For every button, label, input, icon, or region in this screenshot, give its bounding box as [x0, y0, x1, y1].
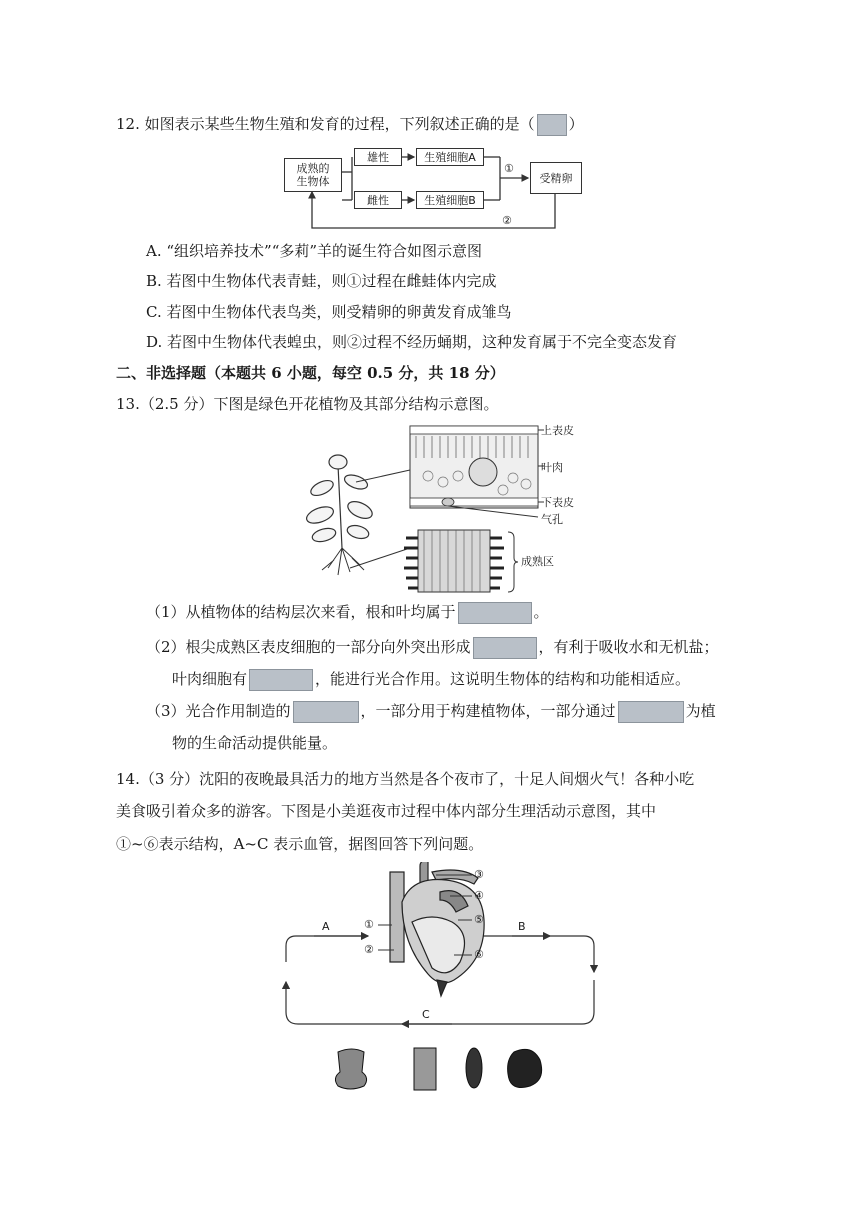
- gamete-a-box: 生殖细胞A: [416, 148, 484, 166]
- plant-figure: [298, 420, 588, 595]
- q13-blank-3[interactable]: [249, 669, 313, 691]
- q12-option-a[interactable]: A. “组织培养技术”“多莉”羊的诞生符合如图示意图: [146, 242, 483, 260]
- q14-line-3: ①~⑥表示结构，A~C 表示血管，据图回答下列问题。: [116, 835, 484, 853]
- root-icon: [322, 548, 364, 575]
- root-hair-zone-icon: [404, 530, 518, 592]
- q12-answer-blank[interactable]: [537, 114, 567, 136]
- kidney-icon: [508, 1049, 542, 1087]
- organism-box: 成熟的 生物体: [284, 158, 342, 192]
- vessel-label-a: A: [322, 920, 330, 933]
- q13-part-2-cont: 叶肉细胞有 ，能进行光合作用。这说明生物体的结构和功能相适应。: [172, 668, 690, 691]
- q12-number: 12.: [116, 115, 140, 133]
- circulation-diagram: [282, 862, 602, 1102]
- q13-blank-2[interactable]: [473, 637, 537, 659]
- organ-icons: [335, 1048, 541, 1090]
- q13-part-3-cont: 物的生命活动提供能量。: [172, 734, 338, 752]
- q12-stem: 12. 如图表示某些生物生殖和发育的过程，下列叙述正确的是（ ）: [116, 113, 584, 136]
- q13-part-2: （2）根尖成熟区表皮细胞的一部分向外突出形成 ，有利于吸收水和无机盐；: [146, 636, 719, 659]
- q12-option-c[interactable]: C. 若图中生物体代表鸟类，则受精卵的卵黄发育成雏鸟: [146, 303, 512, 321]
- q13-part-1: （1）从植物体的结构层次来看，根和叶均属于 。: [146, 601, 549, 624]
- gamete-b-box: 生殖细胞B: [416, 191, 484, 209]
- intestine-icon: [414, 1048, 436, 1090]
- upper-epidermis-label: 上表皮: [541, 424, 574, 437]
- maturation-zone-label: 成熟区: [521, 555, 554, 568]
- q13-part-3: （3）光合作用制造的 ，一部分用于构建植物体，一部分通过 为植: [146, 700, 716, 723]
- circulation-figure: [282, 862, 602, 1102]
- plant-icon: [304, 455, 374, 548]
- stoma-label: 气孔: [541, 513, 563, 526]
- zygote-box: 受精卵: [530, 162, 582, 194]
- female-box: 雌性: [354, 191, 402, 209]
- heart-icon: [390, 862, 484, 996]
- q13-blank-1[interactable]: [458, 602, 532, 624]
- q14-line-2: 美食吸引着众多的游客。下图是小美逛夜市过程中体内部分生理活动示意图，其中: [116, 802, 657, 820]
- heart-label-6: ⑥: [474, 948, 484, 961]
- q13-blank-4[interactable]: [293, 701, 359, 723]
- heart-label-3: ③: [474, 868, 484, 881]
- heart-label-2: ②: [364, 943, 374, 956]
- heart-label-4: ④: [474, 889, 484, 902]
- step-2-label: ②: [502, 214, 512, 227]
- q12-option-b[interactable]: B. 若图中生物体代表青蛙，则①过程在雌蛙体内完成: [146, 272, 497, 290]
- q13-blank-5[interactable]: [618, 701, 684, 723]
- leaf-section-icon: [410, 426, 538, 508]
- q12-option-d[interactable]: D. 若图中生物体代表蝗虫，则②过程不经历蛹期，这种发育属于不完全变态发育: [146, 333, 678, 351]
- q14-line-1: 14.（3 分）沈阳的夜晚最具活力的地方当然是各个夜市了，十足人间烟火气！各种小吃: [116, 770, 695, 788]
- reproduction-diagram: [282, 148, 582, 238]
- male-box: 雄性: [354, 148, 402, 166]
- vessel-label-c: C: [422, 1008, 430, 1021]
- step-1-label: ①: [504, 162, 514, 175]
- q12-stem-text: 如图表示某些生物生殖和发育的过程，下列叙述正确的是（: [144, 115, 535, 133]
- vessel-label-b: B: [518, 920, 526, 933]
- section-heading: 二、非选择题（本题共 6 小题，每空 0.5 分，共 18 分）: [116, 364, 505, 382]
- q13-stem: 13.（2.5 分）下图是绿色开花植物及其部分结构示意图。: [116, 395, 499, 413]
- mesophyll-label: 叶肉: [541, 461, 563, 474]
- lens-icon: [466, 1048, 482, 1088]
- stomach-icon: [335, 1049, 366, 1089]
- heart-label-1: ①: [364, 918, 374, 931]
- heart-label-5: ⑤: [474, 913, 484, 926]
- lower-epidermis-label: 下表皮: [541, 496, 574, 509]
